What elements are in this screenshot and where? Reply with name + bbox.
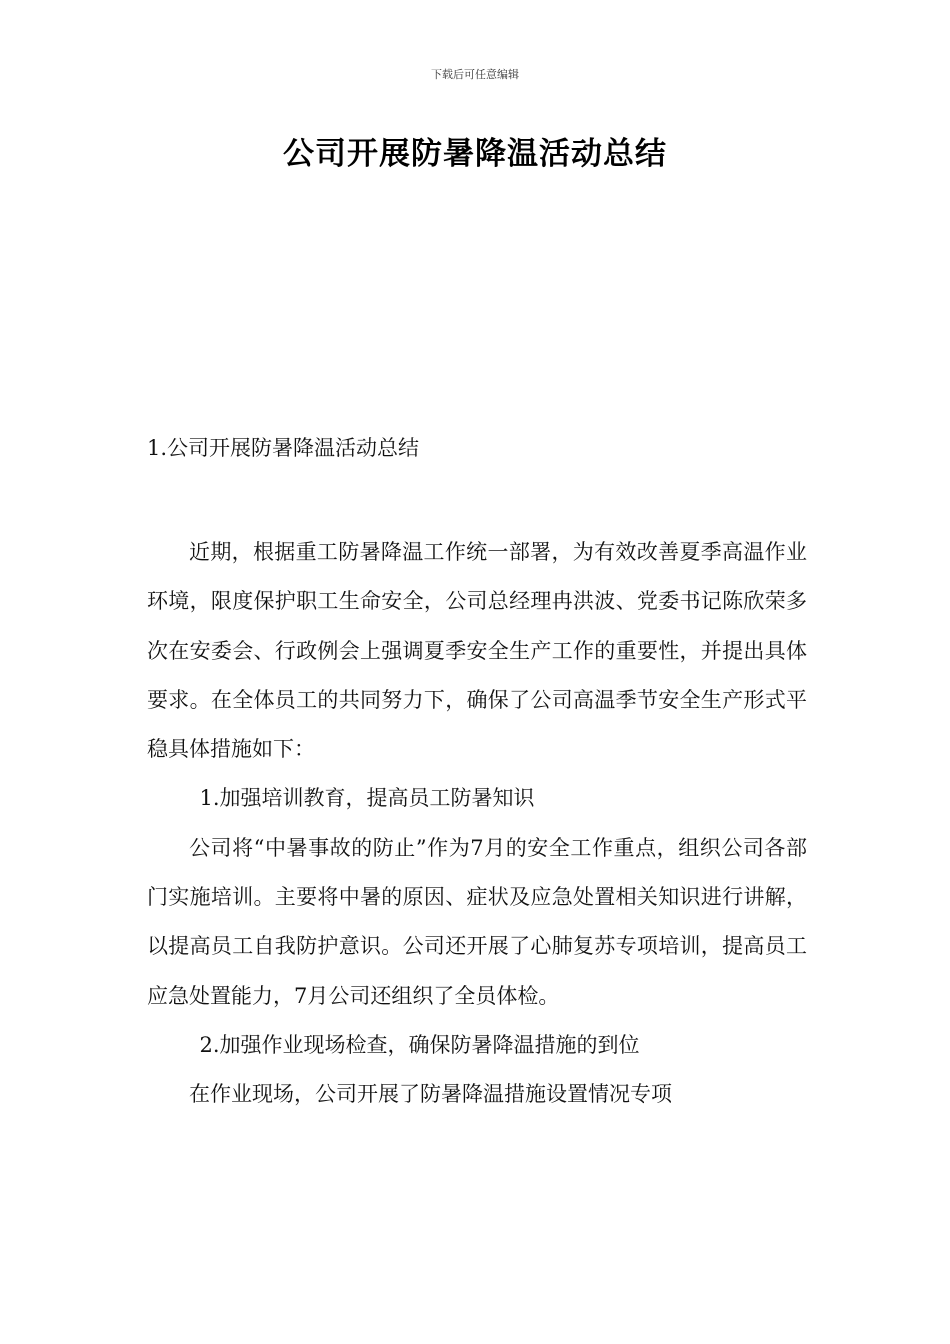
body-paragraph-inspection: 在作业现场，公司开展了防暑降温措施设置情况专项 <box>189 1082 672 1107</box>
document-body <box>147 528 807 1120</box>
subheading-inspection: 2.加强作业现场检查，确保防暑降温措施的到位 <box>199 1032 640 1057</box>
body-paragraph-intro: 近期，根据重工防暑降温工作统一部署，为有效改善夏季高温作业环境，限度保护职工生命安全，公司总经理冉洪波、党委书记陈欣荣多次在安委会、行政例会上强调夏季安全生产工作的重要性，并提出具体要求。在全体员工的共同努力下，确保了公司高温季节安全生产形式平稳具体措施如下： <box>147 540 807 762</box>
document-title: 公司开展防暑降温活动总结 <box>283 136 667 172</box>
subheading-training: 1.加强培训教育，提高员工防暑知识 <box>199 786 535 811</box>
header-note: 下载后可任意编辑 <box>431 68 519 81</box>
body-paragraph-training: 公司将“中暑事故的防止”作为7月的安全工作重点，组织公司各部门实施培训。主要将中暑的原因、症状及应急处置相关知识进行讲解，以提高员工自我防护意识。公司还开展了心肺复苏专项培训，提高员工应急处置能力，7月公司还组织了全员体检。 <box>147 835 807 1008</box>
section-heading: 1.公司开展防暑降温活动总结 <box>147 436 420 460</box>
